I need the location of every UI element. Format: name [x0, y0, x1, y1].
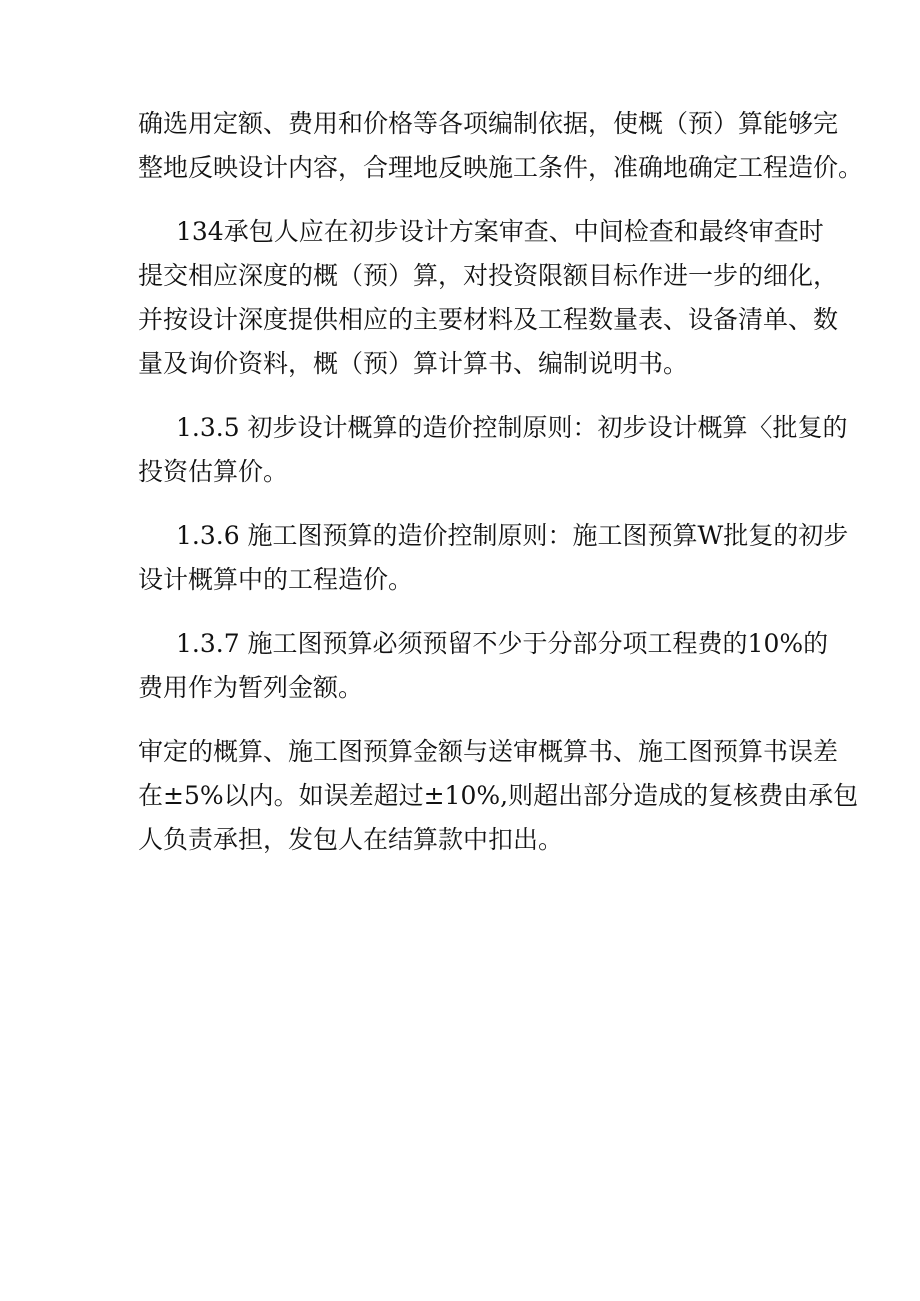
text-line: 并按设计深度提供相应的主要材料及工程数量表、设备清单、数: [138, 305, 839, 334]
text-line: 设计概算中的工程造价。: [138, 565, 414, 594]
text-line: 提交相应深度的概（预）算，对投资限额目标作进一步的细化，: [138, 261, 839, 290]
paragraph-1-3-7: [138, 622, 829, 710]
text-line: 在±5%以内。如误差超过±10%,则超出部分造成的复核费由承包: [138, 781, 859, 810]
text-line: 费用作为暂列金额。: [138, 673, 364, 702]
text-line: 1.3.7 施工图预算必须预留不少于分部分项工程费的10%的: [176, 629, 829, 658]
paragraph-1-3-5: [138, 406, 848, 494]
text-line: 人负责承担，发包人在结算款中扣出。: [138, 825, 564, 854]
text-line: 量及询价资料，概（预）算计算书、编制说明书。: [138, 349, 689, 378]
paragraph-1-3-6: [138, 514, 849, 602]
text-line: 投资估算价。: [138, 457, 289, 486]
text-line: 134承包人应在初步设计方案审查、中间检查和最终审查时: [176, 217, 824, 246]
paragraph-1-3-4: [138, 210, 839, 386]
text-line: 1.3.5 初步设计概算的造价控制原则：初步设计概算〈批复的: [176, 413, 848, 442]
text-line: 1.3.6 施工图预算的造价控制原则：施工图预算W批复的初步: [176, 521, 849, 550]
document-body: [138, 102, 864, 880]
text-line: 审定的概算、施工图预算金额与送审概算书、施工图预算书误差: [138, 737, 839, 766]
text-line: 确选用定额、费用和价格等各项编制依据，使概（预）算能够完: [138, 109, 839, 138]
text-line: 整地反映设计内容，合理地反映施工条件，准确地确定工程造价。: [138, 153, 864, 182]
paragraph-tolerance: [138, 730, 859, 862]
paragraph-continuation: [138, 102, 864, 190]
